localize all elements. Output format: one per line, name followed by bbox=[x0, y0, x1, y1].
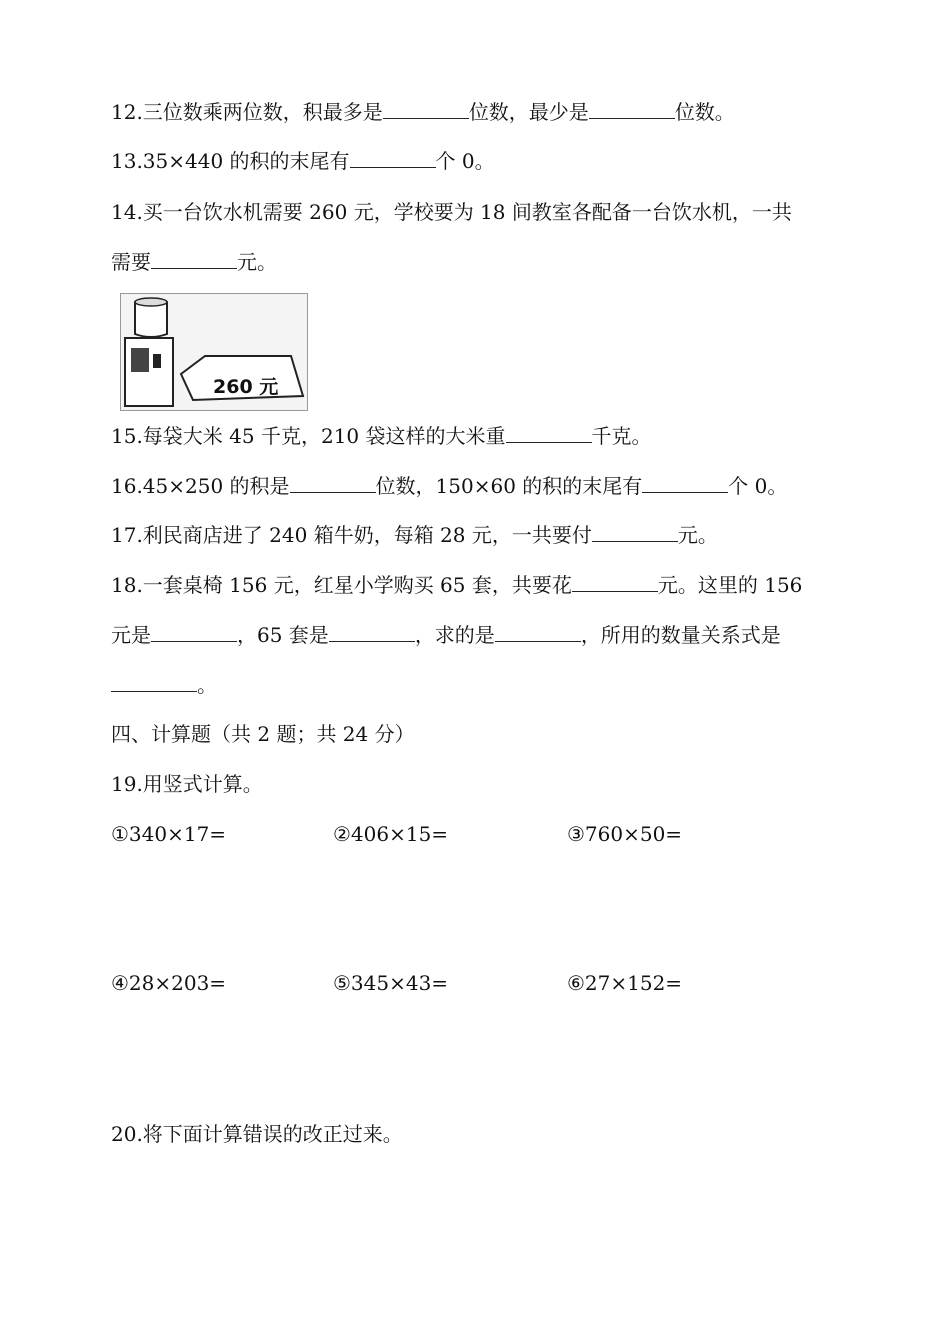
answer-blank[interactable] bbox=[495, 623, 581, 642]
water-dispenser-figure bbox=[120, 293, 308, 411]
answer-blank[interactable] bbox=[383, 100, 469, 119]
answer-blank[interactable] bbox=[151, 250, 237, 269]
question-20-title: 20.将下面计算错误的改正过来。 bbox=[111, 1122, 403, 1146]
question-14-line2: 需要 元。 bbox=[111, 250, 277, 274]
answer-blank[interactable] bbox=[642, 474, 728, 493]
question-13: 13.35×440 的积的末尾有 个 0。 bbox=[111, 149, 495, 173]
question-19-title: 19.用竖式计算。 bbox=[111, 772, 263, 796]
calc-item-6: ⑥27×152= bbox=[567, 971, 683, 995]
answer-blank[interactable] bbox=[506, 424, 592, 443]
calc-item-3: ③760×50= bbox=[567, 822, 683, 846]
calc-item-4: ④28×203= bbox=[111, 971, 227, 995]
answer-blank[interactable] bbox=[572, 573, 658, 592]
answer-blank[interactable] bbox=[350, 149, 436, 168]
question-16: 16.45×250 的积是 位数，150×60 的积的末尾有 个 0。 bbox=[111, 474, 788, 498]
calc-item-1: ①340×17= bbox=[111, 822, 227, 846]
question-18-line3: 。 bbox=[111, 673, 217, 697]
section-4-heading: 四、计算题（共 2 题；共 24 分） bbox=[111, 722, 415, 746]
answer-blank[interactable] bbox=[329, 623, 415, 642]
question-14-line1: 14.买一台饮水机需要 260 元，学校要为 18 间教室各配备一台饮水机，一共 bbox=[111, 200, 792, 224]
answer-blank[interactable] bbox=[111, 673, 197, 692]
answer-blank[interactable] bbox=[589, 100, 675, 119]
calc-item-2: ②406×15= bbox=[333, 822, 449, 846]
answer-blank[interactable] bbox=[290, 474, 376, 493]
question-18-line2: 元是 ，65 套是 ，求的是 ，所用的数量关系式是 bbox=[111, 623, 781, 647]
question-17: 17.利民商店进了 240 箱牛奶，每箱 28 元，一共要付 元。 bbox=[111, 523, 718, 547]
answer-blank[interactable] bbox=[151, 623, 237, 642]
question-12: 12.三位数乘两位数，积最多是 位数，最少是 位数。 bbox=[111, 100, 735, 124]
calc-item-5: ⑤345×43= bbox=[333, 971, 449, 995]
answer-blank[interactable] bbox=[592, 523, 678, 542]
question-18-line1: 18.一套桌椅 156 元，红星小学购买 65 套，共要花 元。这里的 156 bbox=[111, 573, 803, 597]
price-tag-text: 260 元 bbox=[213, 376, 279, 398]
question-15: 15.每袋大米 45 千克，210 袋这样的大米重 千克。 bbox=[111, 424, 652, 448]
